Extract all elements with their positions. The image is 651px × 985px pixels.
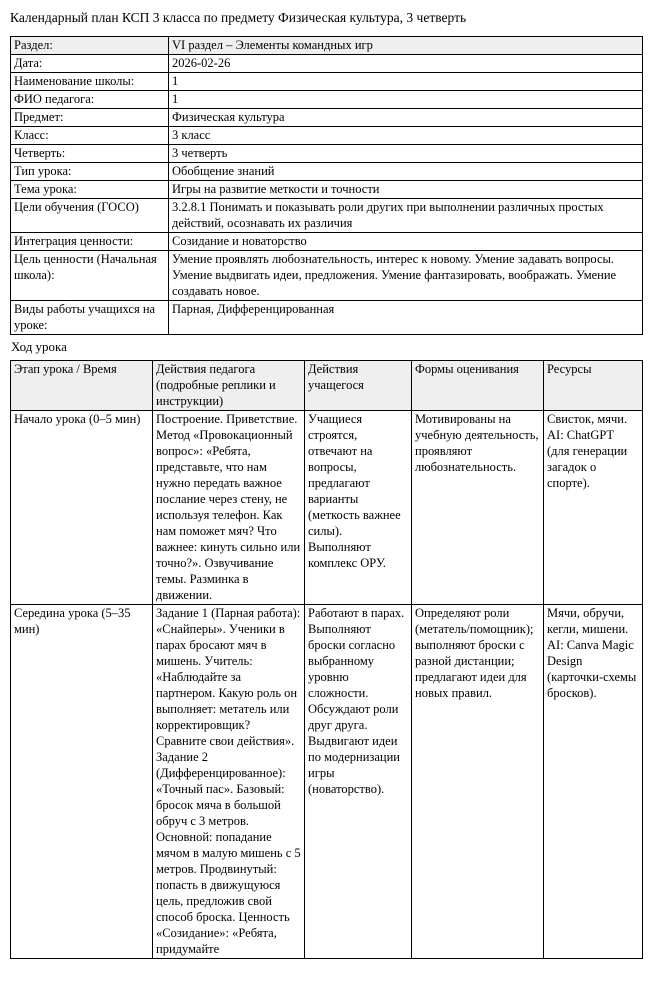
info-label: Дата: [11, 55, 169, 73]
info-label: Раздел: [11, 37, 169, 55]
section-heading: Ход урока [11, 339, 67, 354]
info-label: Цель ценности (Начальная школа): [11, 251, 169, 301]
info-label: ФИО педагога: [11, 91, 169, 109]
column-header-stage: Этап урока / Время [11, 361, 153, 411]
table-row [11, 127, 643, 145]
table-row [11, 181, 643, 199]
table-row [11, 145, 643, 163]
lesson-row [11, 605, 643, 959]
student-actions-cell: Учащиеся строятся, отвечают на вопросы, предлагают варианты (меткость важнее силы). Выполняют комплекс ОРУ. [305, 411, 412, 605]
table-row [11, 55, 643, 73]
info-value: 3 класс [169, 127, 643, 145]
info-label: Наименование школы: [11, 73, 169, 91]
table-row [11, 37, 643, 55]
info-value: 1 [169, 73, 643, 91]
info-label: Класс: [11, 127, 169, 145]
info-value: Парная, Дифференцированная [169, 301, 643, 335]
info-label: Интеграция ценности: [11, 233, 169, 251]
info-value: Физическая культура [169, 109, 643, 127]
table-row [11, 199, 643, 233]
info-value: Обобщение знаний [169, 163, 643, 181]
stage-cell: Начало урока (0–5 мин) [11, 411, 153, 605]
resources-cell: Свисток, мячи. AI: ChatGPT (для генерации загадок о спорте). [544, 411, 643, 605]
info-label: Тема урока: [11, 181, 169, 199]
column-header-student-actions: Действия учащегося [305, 361, 412, 411]
column-header-resources: Ресурсы [544, 361, 643, 411]
table-row [11, 251, 643, 301]
resources-cell: Мячи, обручи, кегли, мишени. AI: Canva Magic Design (карточки-схемы бросков). [544, 605, 643, 959]
assessment-cell: Мотивированы на учебную деятельность, проявляют любознательность. [412, 411, 544, 605]
info-value: Умение проявлять любознательность, интерес к новому. Умение задавать вопросы. Умение выдвигать идеи, предложения. Умение фантазировать, воображать. Умение создавать новое. [169, 251, 643, 301]
student-actions-cell: Работают в парах. Выполняют броски согласно выбранному уровню сложности. Обсуждают роли друг друга. Выдвигают идеи по модернизации игры (новаторство). [305, 605, 412, 959]
lesson-header-row [11, 361, 643, 411]
info-value: 3 четверть [169, 145, 643, 163]
info-label: Цели обучения (ГОСО) [11, 199, 169, 233]
table-row [11, 91, 643, 109]
assessment-cell: Определяют роли (метатель/помощник); выполняют броски с разной дистанции; предлагают идеи для новых правил. [412, 605, 544, 959]
lesson-table [10, 360, 643, 959]
teacher-actions-cell: Построение. Приветствие. Метод «Провокационный вопрос»: «Ребята, представьте, что нам нужно передать важное послание через стену, не используя телефон. Как нам поможет мяч? Что важнее: кинуть сильно или точно?». Озвучивание темы. Разминка в движении. [153, 411, 305, 605]
table-row [11, 109, 643, 127]
info-table [10, 36, 643, 335]
info-value: Игры на развитие меткости и точности [169, 181, 643, 199]
info-value: 3.2.8.1 Понимать и показывать роли других при выполнении различных простых действий, осознавать их различия [169, 199, 643, 233]
info-label: Предмет: [11, 109, 169, 127]
stage-cell: Середина урока (5–35 мин) [11, 605, 153, 959]
info-value: 2026-02-26 [169, 55, 643, 73]
column-header-assessment: Формы оценивания [412, 361, 544, 411]
info-label: Тип урока: [11, 163, 169, 181]
page-title: Календарный план КСП 3 класса по предмету Физическая культура, 3 четверть [10, 10, 467, 25]
info-label: Четверть: [11, 145, 169, 163]
table-row [11, 73, 643, 91]
table-row [11, 163, 643, 181]
info-label: Виды работы учащихся на уроке: [11, 301, 169, 335]
table-row [11, 301, 643, 335]
lesson-row [11, 411, 643, 605]
table-row [11, 233, 643, 251]
column-header-teacher-actions: Действия педагога (подробные реплики и инструкции) [153, 361, 305, 411]
teacher-actions-cell: Задание 1 (Парная работа): «Снайперы». Ученики в парах бросают мяч в мишень. Учитель: «Наблюдайте за партнером. Какую роль он выполняет: метатель или корректировщик? Сравните свои действия». Задание 2 (Дифференцированное): «Точный пас». Базовый: бросок мяча в большой обруч с 3 метров. Основной: попадание мячом в малую мишень с 5 метров. Продвинутый: попасть в движущуюся цель, предложив свой способ броска. Ценность «Созидание»: «Ребята, придумайте [153, 605, 305, 959]
info-value: 1 [169, 91, 643, 109]
info-value: Созидание и новаторство [169, 233, 643, 251]
info-value: VI раздел – Элементы командных игр [169, 37, 643, 55]
